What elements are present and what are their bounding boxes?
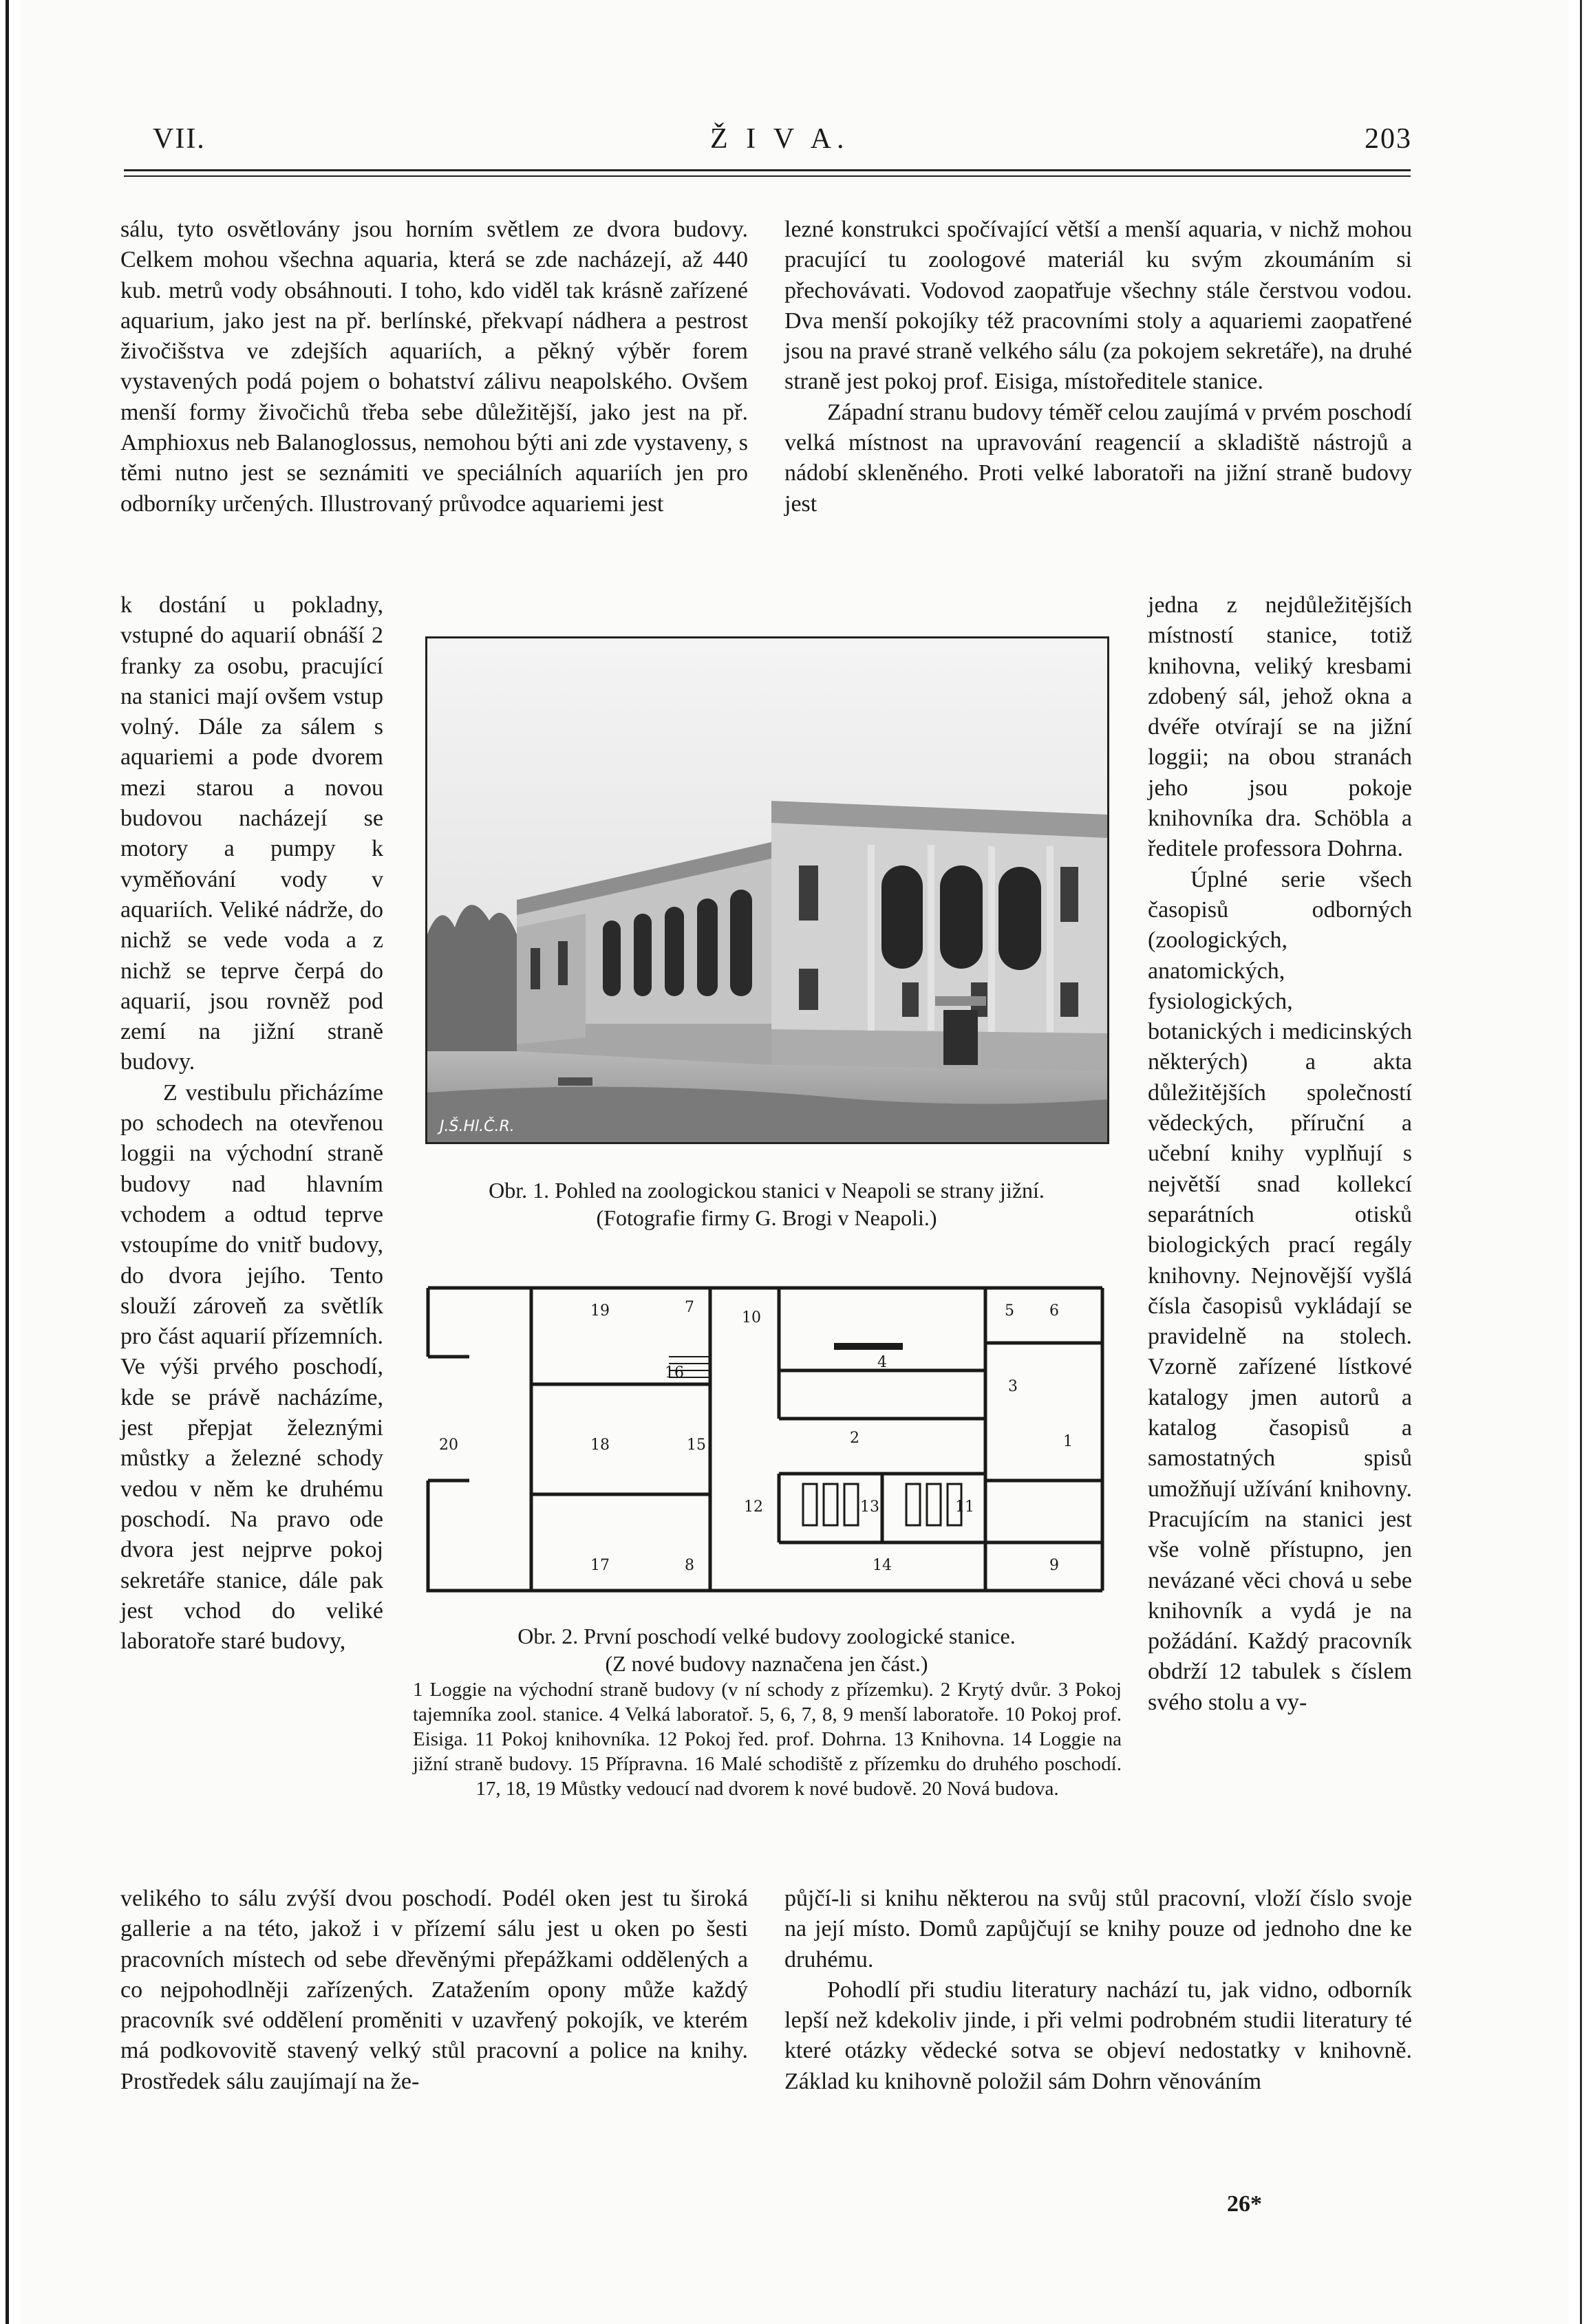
room-number: 14 — [873, 1557, 892, 1574]
left-column-bottom — [120, 1884, 748, 2097]
room-number: 16 — [665, 1364, 684, 1381]
right-column-bottom — [784, 1884, 1412, 2097]
room-number: 3 — [1008, 1378, 1018, 1395]
section-number: VII. — [153, 123, 206, 155]
room-number: 5 — [1005, 1302, 1014, 1320]
right-column-narrow — [1148, 590, 1412, 1718]
room-number: 1 — [1063, 1433, 1073, 1450]
room-number: 10 — [742, 1309, 761, 1326]
room-number: 20 — [439, 1437, 458, 1454]
paragraph: k dostání u pokladny, vstupné do aquarií obnáší 2 franky za osobu, pracující na stanici mají ovšem vstup volný. Dále za sálem s aquariemi a pode dvorem mezi starou a novou budovou nacházejí se motory a pumpy k vyměňování vody v aquariích. Veliké nádrže, do nichž se vede voda a z nichž se teprve čerpá do aquarií, jsou rovněž pod zemí na jižní straně budovy. — [120, 592, 383, 1075]
scan-edge-left — [6, 0, 9, 2324]
figure2-caption — [406, 1622, 1127, 1677]
figure2-caption-title: Obr. 2. První poschodí velké budovy zoologické stanice. — [517, 1624, 1016, 1648]
paragraph: Západní stranu budovy téměř celou zaujímá v prvém poschodí velká místnost na upravování reagencií a skladiště nástrojů a nádobí skleněného. Proti velké laboratoři na jižní straně budovy jest — [784, 399, 1412, 517]
left-column-narrow — [120, 590, 383, 1657]
room-number: 4 — [877, 1354, 887, 1371]
page-number: 203 — [1365, 123, 1412, 155]
scan-edge-right — [1580, 0, 1582, 2324]
room-number: 9 — [1049, 1557, 1059, 1574]
room-number: 18 — [590, 1437, 610, 1454]
left-column-top — [120, 215, 748, 519]
right-column-top — [784, 215, 1412, 519]
figure2-legend: 1 Loggie na východní straně budovy (v ní schody z přízemku). 2 Krytý dvůr. 3 Pokoj tajemníka zool. stanice. 4 Velká laboratoř. 5, 6, 7, 8, 9 menší laboratoře. 10 Pokoj prof. Eisiga. 11 Pokoj knihovníka. 12 Pokoj řed. prof. Dohrna. 13 Knihovna. 14 Loggie na jižní straně budovy. 15 Přípravna. 16 Malé schodiště z přízemku do druhého poschodí. 17, 18, 19 Můstky vedoucí nad dvorem k nové budově. 20 Nová budova. — [413, 1679, 1122, 1800]
room-number: 11 — [955, 1498, 974, 1516]
paragraph: sálu, tyto osvětlovány jsou horním světlem ze dvora budovy. Celkem mohou všechna aquaria, která se zde nacházejí, až 440 kub. metrů vody obsáhnouti. I toho, kdo viděl tak krásně zařízené aquarium, jako jest na př. berlínské, překvapí nádhera a pestrost živočišstva ve zdejších aquariích, a pěkný výběr forem vystavených podá pojem o bohatství zálivu neapolského. Ovšem menší formy živočichů třeba sebe důležitější, jako jest na př. Amphioxus neb Balanoglossus, nemohou býti ani zde vystaveny, s těmi nutno jest se seznámiti ve speciálních aquariích jen pro odborníky určených. Illustrovaný průvodce aquariemi jest — [120, 217, 748, 517]
room-number: 6 — [1049, 1302, 1059, 1320]
engraver-signature: J.Š.Hl.Č.R. — [440, 1118, 515, 1135]
floor-plan — [414, 1274, 1116, 1604]
header-rule — [124, 169, 1411, 177]
paragraph: Z vestibulu přicházíme po schodech na otevřenou loggii na východní straně budovy nad hlavním vchodem a odtud teprve vstoupíme do vnitř budovy, do dvora jejího. Tento slouží zároveň za světlík pro část aquarií přízemních. Ve výši prvého poschodí, kde se právě nacházíme, jest přepjat železnými můstky a železné schody vedou v něm ke druhému poschodí. Na pravo ode dvora jest nejprve pokoj sekretáře stanice, dále pak jest vchod do veliké laboratoře staré budovy, — [120, 1079, 383, 1655]
floor-plan-drawing — [414, 1274, 1116, 1604]
paragraph: Úplné serie všech časopisů odborných (zoologických, anatomických, fysiologických, botanických i medicinských některých) a akta důležitějších společností vědeckých, příruční a učební knihy vyplňují s největší snad kollekcí separátních otisků biologických prací regály knihovny. Nejnovější vyšlá čísla časopisů vykládají se pravidelně na stolech. Vzorně zařízené lístkové katalogy jmen autorů a katalog časopisů a samostatných spisů umožňují užívání knihovny. Pracujícím na stanici jest vše volně přístupno, jen nevázané věci chová u sebe knihovník a vydá je na požádání. Každý pracovník obdrží 12 tabulek s číslem svého stolu a vy- — [1148, 866, 1412, 1715]
paragraph: lezné konstrukci spočívající větší a menší aquaria, v nichž mohou pracující tu zoologové materiál ku svým zkoumáním si přechovávati. Vodovod zaopatřuje všechny stále čerstvou vodou. Dva menší pokojíky též pracovními stoly a aquariemi zaopatřené jsou na pravé straně velkého sálu (za pokojem sekretáře), na druhé straně jest pokoj prof. Eisiga, místoředitele stanice. — [784, 217, 1412, 395]
room-number: 15 — [687, 1437, 706, 1454]
room-number: 2 — [850, 1430, 859, 1447]
figure2-caption-note: (Z nové budovy naznačena jen část.) — [605, 1651, 928, 1676]
room-number: 19 — [590, 1302, 610, 1320]
paragraph: Pohodlí při studiu literatury nachází tu, jak vidno, odborník lepší než kdekoliv jinde, i při velmi podrobném studii literatury té které otázky vědecké sotva se objeví nedostatky v knihovně. Základ ku knihovně položil sám Dohrn věnováním — [784, 1977, 1412, 2094]
figure1-caption-title: Obr. 1. Pohled na zoologickou stanici v Neapoli se strany jižní. — [489, 1178, 1045, 1203]
signature-mark: 26* — [1227, 2191, 1262, 2217]
room-number: 17 — [590, 1557, 610, 1574]
building-photo-drawing — [427, 638, 1107, 1142]
building-photograph — [425, 636, 1109, 1144]
paragraph: půjčí-li si knihu některou na svůj stůl pracovní, vloží číslo svoje na její místo. Domů zapůjčují se knihy pouze od jednoho dne ke druhému. — [784, 1886, 1412, 1972]
paragraph: jedna z nejdůležitějších místností stanice, totiž knihovna, veliký kresbami zdobený sál, jehož okna a dvéře otvírají se na jižní loggii; na obou stranách jeho jsou pokoje knihovníka dra. Schöbla a ředitele professora Dohrna. — [1148, 592, 1412, 862]
figure1-caption-credit: (Fotografie firmy G. Brogi v Neapoli.) — [596, 1205, 937, 1230]
running-head — [153, 122, 1412, 164]
figure1-caption — [406, 1176, 1127, 1231]
room-number: 7 — [685, 1299, 694, 1316]
room-number: 8 — [685, 1557, 694, 1574]
paragraph: velikého to sálu zvýší dvou poschodí. Podél oken jest tu široká gallerie a na této, jakož i v přízemí sálu jest u oken po šesti pracovních místech od sebe dřevěnými přepážkami oddělených a co nejpohodlněji zařízených. Zatažením opony může každý pracovník své oddělení proměniti v uzavřený pokojík, ve kterém má podkovovitě stavený velký stůl pracovní a police na knihy. Prostředek sálu zaujímají na že- — [120, 1886, 748, 2094]
room-number: 12 — [744, 1498, 763, 1516]
room-number: 13 — [860, 1498, 879, 1516]
journal-title: Ž I V A. — [710, 123, 850, 155]
